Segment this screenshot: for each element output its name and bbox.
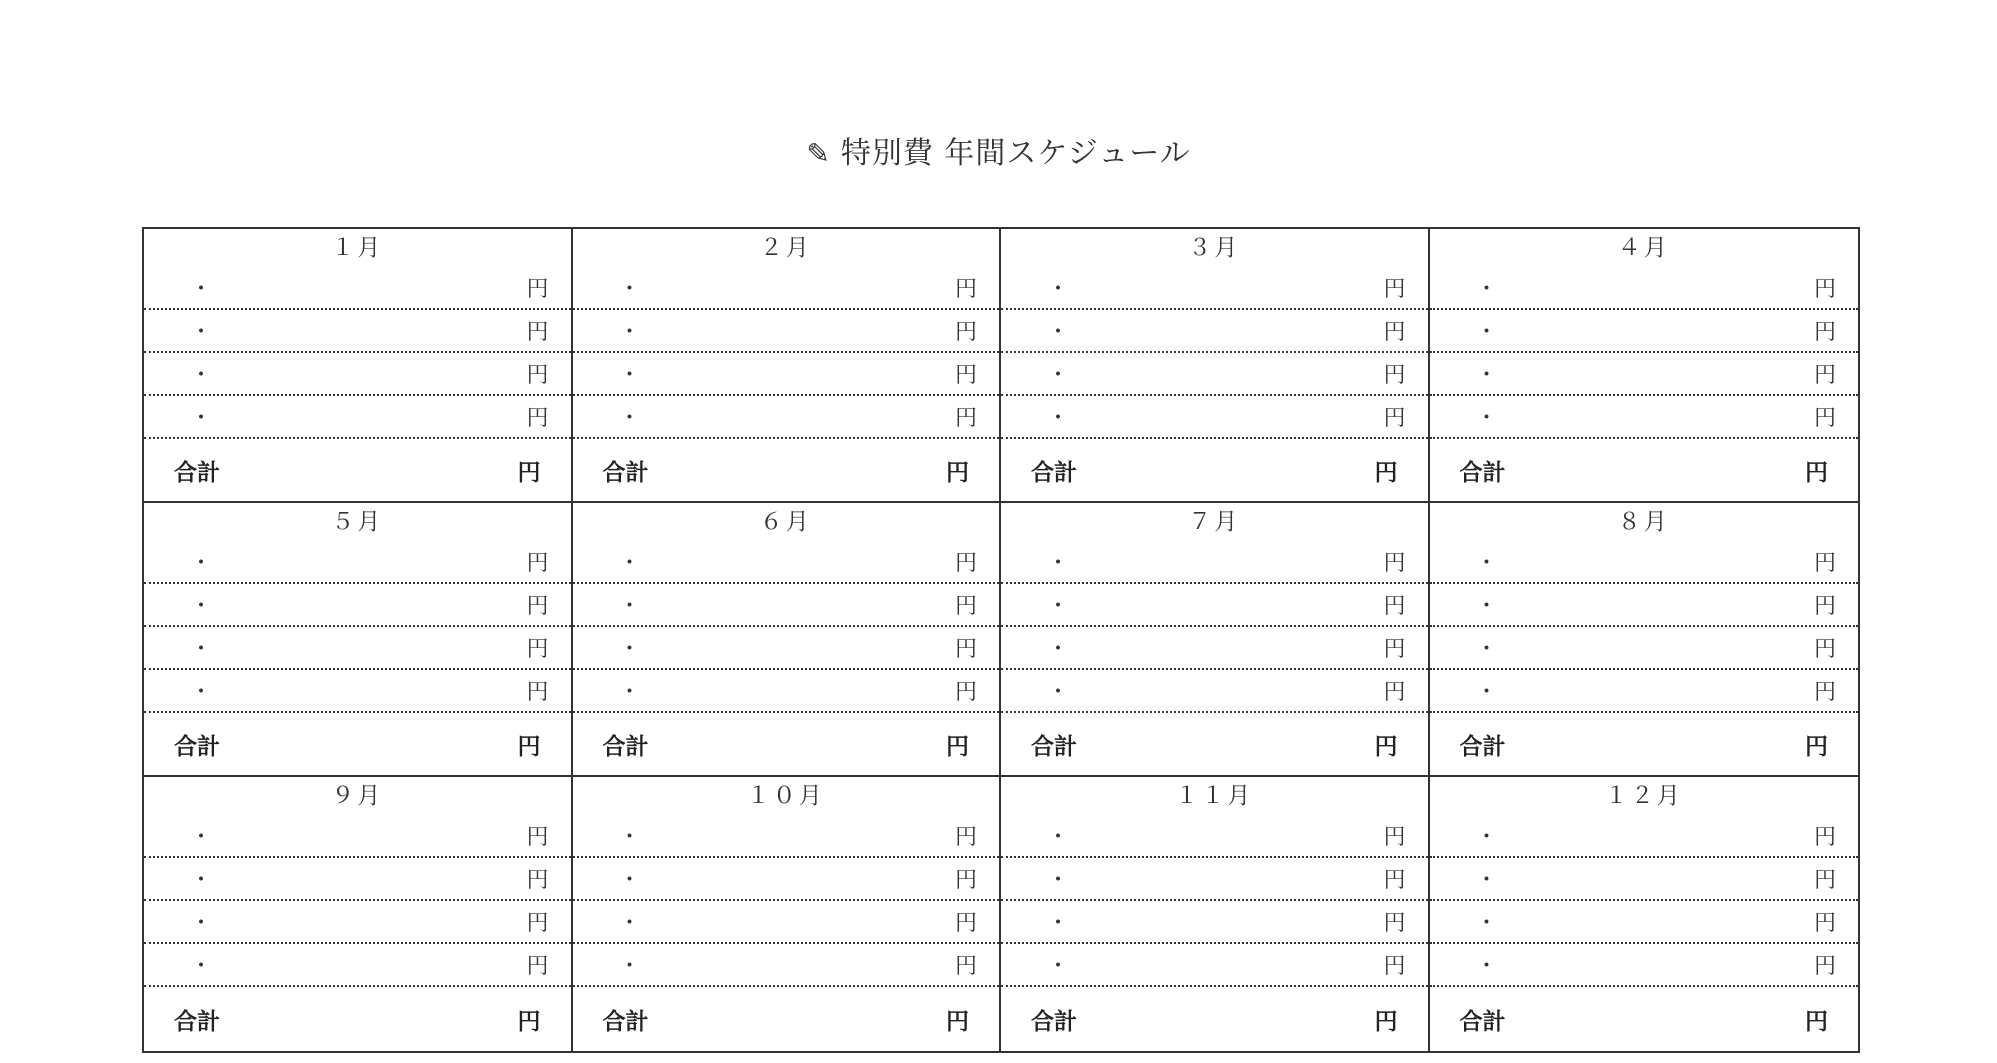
month-block: [1430, 777, 1859, 1051]
bullet-mark: ・: [618, 277, 641, 302]
month-name: ５月: [331, 509, 384, 535]
yen-unit: 円: [1813, 680, 1836, 705]
yen-unit: 円: [1383, 277, 1406, 302]
expense-row[interactable]: [1430, 858, 1859, 901]
expense-row[interactable]: [573, 627, 1000, 670]
expense-row[interactable]: [144, 353, 571, 396]
yen-unit: 円: [954, 825, 977, 850]
bullet-mark: ・: [1047, 406, 1070, 431]
total-row[interactable]: [1430, 987, 1859, 1051]
expense-row[interactable]: [1430, 353, 1859, 396]
bullet-mark: ・: [618, 825, 641, 850]
total-label: 合計: [1031, 733, 1077, 760]
total-yen-unit: 円: [517, 459, 541, 486]
yen-unit: 円: [1383, 911, 1406, 936]
bullet-mark: ・: [1047, 363, 1070, 388]
month-name: １０月: [746, 783, 825, 809]
yen-unit: 円: [1813, 868, 1836, 893]
yen-unit: 円: [526, 911, 549, 936]
month-name: １２月: [1604, 783, 1683, 809]
yen-unit: 円: [1813, 277, 1836, 302]
bullet-mark: ・: [618, 868, 641, 893]
total-yen-unit: 円: [1805, 1008, 1828, 1035]
bullet-mark: ・: [1475, 825, 1498, 850]
total-row[interactable]: [573, 439, 1000, 501]
total-row[interactable]: [1430, 439, 1859, 501]
yen-unit: 円: [954, 551, 977, 576]
expense-row[interactable]: [1430, 815, 1859, 858]
total-label: 合計: [1459, 459, 1506, 486]
total-row[interactable]: [144, 987, 571, 1051]
bullet-mark: ・: [618, 954, 641, 979]
total-row[interactable]: [573, 713, 1000, 775]
month-name: ６月: [759, 509, 812, 535]
bullet-mark: ・: [618, 594, 641, 619]
yen-unit: 円: [1383, 680, 1406, 705]
total-label: 合計: [174, 733, 220, 760]
total-label: 合計: [1031, 459, 1077, 486]
total-label: 合計: [602, 733, 649, 760]
yen-unit: 円: [1383, 551, 1406, 576]
expense-row[interactable]: [573, 353, 1000, 396]
yen-unit: 円: [526, 868, 549, 893]
bullet-mark: ・: [190, 277, 213, 302]
total-yen-unit: 円: [1805, 459, 1828, 486]
bullet-mark: ・: [1475, 594, 1498, 619]
yen-unit: 円: [526, 825, 549, 850]
bullet-mark: ・: [190, 954, 213, 979]
expense-row[interactable]: [1001, 670, 1428, 713]
bullet-mark: ・: [190, 320, 213, 345]
yen-unit: 円: [1383, 406, 1406, 431]
bullet-mark: ・: [1047, 551, 1070, 576]
bullet-mark: ・: [1047, 594, 1070, 619]
page-title: [0, 128, 1997, 172]
bullet-mark: ・: [1475, 277, 1498, 302]
yen-unit: 円: [1383, 320, 1406, 345]
total-label: 合計: [174, 459, 220, 486]
total-row[interactable]: [1001, 987, 1428, 1051]
yen-unit: 円: [1813, 363, 1836, 388]
bullet-mark: ・: [190, 911, 213, 936]
bullet-mark: ・: [618, 551, 641, 576]
expense-row[interactable]: [1430, 901, 1859, 944]
title-text: 特別費 年間スケジュール: [840, 136, 1191, 171]
total-yen-unit: 円: [1374, 733, 1398, 760]
expense-row[interactable]: [144, 858, 571, 901]
month-block: [1430, 503, 1859, 777]
expense-row[interactable]: [573, 541, 1000, 584]
total-row[interactable]: [144, 713, 571, 775]
expense-row[interactable]: [1430, 627, 1859, 670]
yen-unit: 円: [1813, 637, 1836, 662]
yen-unit: 円: [954, 637, 977, 662]
bullet-mark: ・: [618, 320, 641, 345]
bullet-mark: ・: [1047, 911, 1070, 936]
expense-row[interactable]: [573, 267, 1000, 310]
expense-row[interactable]: [1430, 396, 1859, 439]
month-name: ２月: [759, 235, 812, 261]
yen-unit: 円: [1813, 594, 1836, 619]
yen-unit: 円: [954, 406, 977, 431]
expense-row[interactable]: [1001, 815, 1428, 858]
bullet-mark: ・: [1047, 954, 1070, 979]
expense-row[interactable]: [144, 901, 571, 944]
bullet-mark: ・: [618, 680, 641, 705]
month-block: [1001, 777, 1430, 1051]
total-label: 合計: [1459, 733, 1506, 760]
month-name: １１月: [1175, 783, 1254, 809]
expense-row[interactable]: [1430, 310, 1859, 353]
bullet-mark: ・: [1475, 363, 1498, 388]
total-label: 合計: [602, 1008, 649, 1035]
yen-unit: 円: [1383, 825, 1406, 850]
total-yen-unit: 円: [946, 733, 969, 760]
expense-row[interactable]: [573, 944, 1000, 987]
month-block: [1001, 503, 1430, 777]
expense-row[interactable]: [1430, 541, 1859, 584]
yen-unit: 円: [526, 954, 549, 979]
bullet-mark: ・: [618, 911, 641, 936]
month-block: [1430, 229, 1859, 503]
bullet-mark: ・: [1475, 954, 1498, 979]
yen-unit: 円: [526, 363, 549, 388]
expense-row[interactable]: [1001, 901, 1428, 944]
yen-unit: 円: [526, 320, 549, 345]
expense-row[interactable]: [1001, 267, 1428, 310]
month-block: [573, 777, 1002, 1051]
month-block: [144, 503, 573, 777]
month-block: [1001, 229, 1430, 503]
expense-row[interactable]: [144, 541, 571, 584]
bullet-mark: ・: [1047, 680, 1070, 705]
expense-row[interactable]: [1001, 584, 1428, 627]
total-row[interactable]: [573, 987, 1000, 1051]
expense-row[interactable]: [144, 944, 571, 987]
bullet-mark: ・: [190, 868, 213, 893]
expense-row[interactable]: [573, 310, 1000, 353]
expense-row[interactable]: [144, 627, 571, 670]
month-block: [573, 229, 1002, 503]
expense-row[interactable]: [1001, 944, 1428, 987]
bullet-mark: ・: [1047, 277, 1070, 302]
yen-unit: 円: [526, 594, 549, 619]
month-name: ７月: [1188, 509, 1241, 535]
total-row[interactable]: [1001, 439, 1428, 501]
expense-row[interactable]: [1430, 584, 1859, 627]
yen-unit: 円: [526, 637, 549, 662]
expense-row[interactable]: [1001, 858, 1428, 901]
total-label: 合計: [1459, 1008, 1506, 1035]
expense-row[interactable]: [1430, 670, 1859, 713]
total-yen-unit: 円: [517, 1008, 541, 1035]
yen-unit: 円: [954, 320, 977, 345]
total-yen-unit: 円: [946, 459, 969, 486]
bullet-mark: ・: [190, 594, 213, 619]
expense-row[interactable]: [573, 584, 1000, 627]
yen-unit: 円: [526, 277, 549, 302]
schedule-grid: [142, 227, 1860, 1053]
yen-unit: 円: [1813, 551, 1836, 576]
total-row[interactable]: [144, 439, 571, 501]
yen-unit: 円: [954, 868, 977, 893]
total-label: 合計: [174, 1008, 220, 1035]
total-yen-unit: 円: [1805, 733, 1828, 760]
expense-row[interactable]: [1001, 353, 1428, 396]
month-name: ４月: [1617, 235, 1670, 261]
yen-unit: 円: [1813, 911, 1836, 936]
month-name: ８月: [1617, 509, 1670, 535]
yen-unit: 円: [1383, 954, 1406, 979]
bullet-mark: ・: [190, 406, 213, 431]
bullet-mark: ・: [190, 363, 213, 388]
bullet-mark: ・: [1475, 637, 1498, 662]
bullet-mark: ・: [190, 680, 213, 705]
bullet-mark: ・: [1475, 320, 1498, 345]
yen-unit: 円: [1383, 637, 1406, 662]
month-block: [573, 503, 1002, 777]
yen-unit: 円: [1383, 594, 1406, 619]
bullet-mark: ・: [1047, 825, 1070, 850]
bullet-mark: ・: [1475, 551, 1498, 576]
yen-unit: 円: [1383, 868, 1406, 893]
expense-row[interactable]: [144, 267, 571, 310]
total-row[interactable]: [1001, 713, 1428, 775]
expense-row[interactable]: [144, 310, 571, 353]
month-block: [144, 229, 573, 503]
total-yen-unit: 円: [946, 1008, 969, 1035]
yen-unit: 円: [954, 363, 977, 388]
bullet-mark: ・: [190, 825, 213, 850]
month-name: ９月: [331, 783, 384, 809]
bullet-mark: ・: [618, 637, 641, 662]
expense-row[interactable]: [144, 584, 571, 627]
bullet-mark: ・: [1475, 911, 1498, 936]
bullet-mark: ・: [190, 637, 213, 662]
expense-row[interactable]: [144, 396, 571, 439]
bullet-mark: ・: [1475, 680, 1498, 705]
expense-row[interactable]: [1001, 310, 1428, 353]
total-yen-unit: 円: [1374, 459, 1398, 486]
yen-unit: 円: [526, 406, 549, 431]
expense-row[interactable]: [144, 815, 571, 858]
expense-row[interactable]: [1430, 944, 1859, 987]
month-name: ３月: [1188, 235, 1241, 261]
yen-unit: 円: [954, 680, 977, 705]
total-yen-unit: 円: [1374, 1008, 1398, 1035]
yen-unit: 円: [1813, 825, 1836, 850]
yen-unit: 円: [954, 594, 977, 619]
yen-unit: 円: [954, 911, 977, 936]
total-label: 合計: [602, 459, 649, 486]
expense-row[interactable]: [573, 901, 1000, 944]
expense-row[interactable]: [1001, 541, 1428, 584]
total-label: 合計: [1031, 1008, 1077, 1035]
expense-row[interactable]: [1430, 267, 1859, 310]
bullet-mark: ・: [1475, 868, 1498, 893]
total-yen-unit: 円: [517, 733, 541, 760]
pencil-icon: ✎: [806, 137, 831, 170]
month-name: １月: [331, 235, 384, 261]
bullet-mark: ・: [1475, 406, 1498, 431]
expense-row[interactable]: [573, 670, 1000, 713]
yen-unit: 円: [1813, 406, 1836, 431]
total-row[interactable]: [1430, 713, 1859, 775]
bullet-mark: ・: [190, 551, 213, 576]
yen-unit: 円: [1383, 363, 1406, 388]
bullet-mark: ・: [618, 406, 641, 431]
expense-row[interactable]: [573, 858, 1000, 901]
month-block: [144, 777, 573, 1051]
yen-unit: 円: [1813, 320, 1836, 345]
bullet-mark: ・: [618, 363, 641, 388]
expense-row[interactable]: [573, 396, 1000, 439]
expense-row[interactable]: [144, 670, 571, 713]
bullet-mark: ・: [1047, 320, 1070, 345]
yen-unit: 円: [954, 277, 977, 302]
expense-row[interactable]: [573, 815, 1000, 858]
expense-row[interactable]: [1001, 396, 1428, 439]
yen-unit: 円: [954, 954, 977, 979]
yen-unit: 円: [526, 551, 549, 576]
bullet-mark: ・: [1047, 868, 1070, 893]
yen-unit: 円: [1813, 954, 1836, 979]
bullet-mark: ・: [1047, 637, 1070, 662]
expense-row[interactable]: [1001, 627, 1428, 670]
yen-unit: 円: [526, 680, 549, 705]
